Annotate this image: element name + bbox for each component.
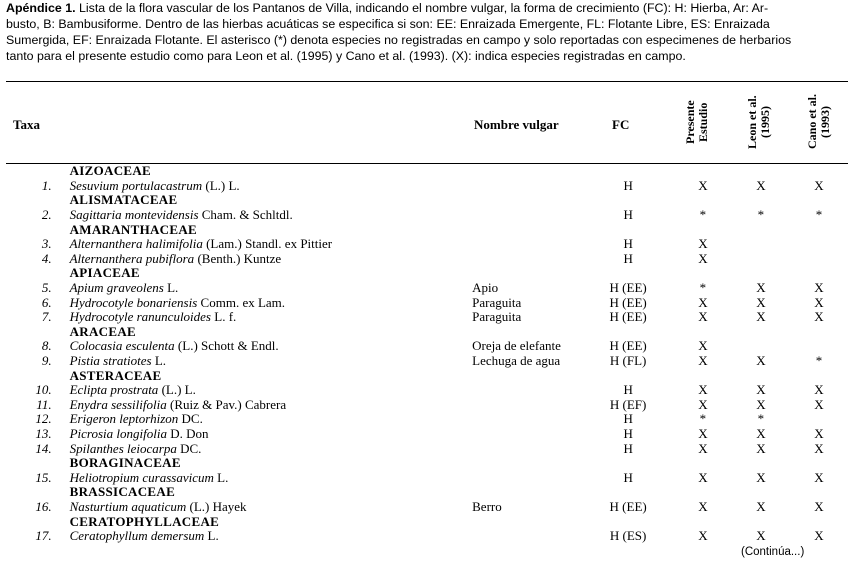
family-row	[6, 266, 848, 281]
presente-estudio-mark: X	[698, 250, 708, 266]
common-name: Berro	[472, 498, 502, 514]
common-name	[472, 398, 582, 413]
species-row	[6, 310, 848, 325]
species-author: (L.) L.	[202, 177, 240, 193]
taxon-cell	[58, 179, 473, 194]
common-name	[472, 412, 582, 427]
leon-mark: X	[756, 528, 766, 544]
species-row	[6, 179, 848, 194]
species-author: (Benth.) Kuntze	[194, 250, 282, 266]
leon-mark: *	[757, 207, 765, 223]
species-author: L. f.	[211, 309, 237, 325]
cano-mark: X	[814, 280, 824, 296]
header-presente-estudio	[684, 86, 710, 158]
species-name: Sesuvium portulacastrum	[69, 177, 203, 193]
row-number-empty	[6, 325, 58, 340]
leon-mark: X	[756, 396, 766, 412]
common-name	[472, 383, 582, 398]
empty-cell	[732, 485, 790, 500]
cano-mark: X	[814, 469, 824, 485]
species-author: (Ruiz & Pav.) Cabrera	[166, 396, 287, 412]
family-row	[6, 164, 848, 179]
growth-form: H	[623, 250, 633, 266]
family-row	[6, 222, 848, 237]
empty-cell	[732, 193, 790, 208]
empty-cell	[582, 222, 674, 237]
species-row	[6, 427, 848, 442]
empty-cell	[790, 164, 848, 179]
taxon-cell	[58, 310, 473, 325]
continued-note: (Continúa...)	[741, 546, 805, 558]
empty-cell	[732, 266, 790, 281]
taxon-cell	[58, 412, 473, 427]
leon-mark: X	[756, 425, 766, 441]
empty-cell	[732, 164, 790, 179]
growth-form: H (EE)	[609, 338, 647, 354]
species-name: Alternanthera pubiflora	[69, 250, 195, 266]
header-leon-line2: (1995)	[758, 106, 772, 138]
empty-cell	[674, 368, 732, 383]
common-name	[472, 179, 582, 194]
taxon-cell	[58, 500, 473, 515]
empty-cell	[732, 456, 790, 471]
growth-form: H (EE)	[609, 280, 647, 296]
empty-cell	[472, 193, 582, 208]
row-number: 17.	[35, 528, 52, 544]
row-number: 9.	[41, 353, 52, 369]
empty-cell	[582, 164, 674, 179]
row-number: 6.	[41, 294, 52, 310]
family-row	[6, 514, 848, 529]
row-number: 7.	[41, 309, 52, 325]
species-author: (L.) Schott & Endl.	[174, 338, 279, 354]
taxon-cell	[58, 281, 473, 296]
presente-estudio-mark: X	[698, 236, 708, 252]
species-row	[6, 441, 848, 456]
cano-mark: *	[815, 207, 823, 223]
empty-cell	[674, 193, 732, 208]
empty-cell	[472, 368, 582, 383]
leon-mark: X	[756, 353, 766, 369]
species-name: Enydra sessilifolia	[69, 396, 167, 412]
common-name	[472, 208, 582, 223]
species-row	[6, 383, 848, 398]
species-row	[6, 398, 848, 413]
species-name: Picrosia longifolia	[69, 425, 167, 441]
species-author: L.	[151, 353, 167, 369]
leon-mark: X	[756, 309, 766, 325]
species-author: Comm. ex Lam.	[197, 294, 286, 310]
cano-mark: X	[814, 528, 824, 544]
row-number: 10.	[35, 382, 52, 398]
empty-cell	[790, 485, 848, 500]
cano-mark: X	[814, 382, 824, 398]
presente-estudio-mark: *	[699, 411, 707, 427]
row-number: 5.	[41, 280, 52, 296]
cano-mark	[790, 339, 848, 354]
species-author: L.	[163, 280, 179, 296]
empty-cell	[472, 485, 582, 500]
taxon-cell	[58, 441, 473, 456]
species-name: Pistia stratiotes	[69, 353, 152, 369]
taxon-cell	[58, 252, 473, 267]
growth-form: H	[623, 207, 633, 223]
caption-line-1: Lista de la flora vascular de los Pantanos de Villa, indicando el nombre vulgar, la forma de crecimiento (FC): H: Hierba, Ar: Ar-	[79, 1, 769, 15]
presente-estudio-mark: X	[698, 528, 708, 544]
common-name: Paraguita	[472, 309, 522, 325]
species-name: Erigeron leptorhizon	[69, 411, 179, 427]
leon-mark: X	[756, 280, 766, 296]
row-number: 16.	[35, 498, 52, 514]
common-name: Lechuga de agua	[472, 353, 561, 369]
common-name	[472, 470, 582, 485]
species-row	[6, 237, 848, 252]
taxon-cell	[58, 470, 473, 485]
leon-mark: X	[756, 177, 766, 193]
caption-line-4: tanto para el presente estudio como para Leon et al. (1995) y Cano et al. (1993). (X): indica especies registradas en campo.	[6, 49, 686, 63]
empty-cell	[674, 485, 732, 500]
species-row	[6, 412, 848, 427]
family-row	[6, 456, 848, 471]
row-number: 1.	[41, 177, 52, 193]
growth-form: H (EE)	[609, 294, 647, 310]
species-name: Spilanthes leiocarpa	[69, 440, 177, 456]
empty-cell	[732, 514, 790, 529]
empty-cell	[790, 266, 848, 281]
empty-cell	[582, 456, 674, 471]
presente-estudio-mark: X	[698, 353, 708, 369]
species-author: L.	[204, 528, 219, 544]
table-caption	[6, 0, 846, 64]
growth-form: H (EE)	[609, 498, 647, 514]
row-number-empty	[6, 222, 58, 237]
common-name	[472, 237, 582, 252]
header-cano	[806, 86, 832, 158]
cano-mark: X	[814, 396, 824, 412]
row-number: 15.	[35, 469, 52, 485]
species-name: Nasturtium aquaticum	[69, 498, 187, 514]
growth-form: H	[623, 440, 633, 456]
species-row	[6, 470, 848, 485]
growth-form: H	[623, 469, 633, 485]
growth-form: H (FL)	[609, 353, 647, 369]
species-row	[6, 529, 848, 544]
leon-mark: *	[757, 411, 765, 427]
empty-cell	[674, 266, 732, 281]
family-name: BORAGINACEAE	[69, 455, 181, 471]
header-presente-line1: Presente	[683, 100, 697, 144]
empty-cell	[472, 266, 582, 281]
empty-cell	[732, 368, 790, 383]
row-number: 12.	[35, 411, 52, 427]
family-name: CERATOPHYLLACEAE	[69, 513, 220, 529]
leon-mark: X	[756, 294, 766, 310]
species-name: Heliotropium curassavicum	[69, 469, 214, 485]
empty-cell	[582, 514, 674, 529]
species-author: (L.) Hayek	[186, 498, 247, 514]
empty-cell	[732, 222, 790, 237]
row-number: 3.	[41, 236, 52, 252]
empty-cell	[674, 456, 732, 471]
growth-form: H	[623, 382, 633, 398]
common-name: Paraguita	[472, 294, 522, 310]
leon-mark: X	[756, 440, 766, 456]
taxon-cell	[58, 398, 473, 413]
header-cano-line1: Cano et al.	[805, 94, 819, 150]
taxon-cell	[58, 295, 473, 310]
family-row	[6, 193, 848, 208]
empty-cell	[790, 456, 848, 471]
growth-form: H	[623, 425, 633, 441]
species-row	[6, 252, 848, 267]
species-author: L.	[213, 469, 229, 485]
cano-mark: *	[815, 353, 823, 369]
presente-estudio-mark: X	[698, 498, 708, 514]
presente-estudio-mark: X	[698, 396, 708, 412]
header-fc: FC	[612, 117, 630, 132]
leon-mark: X	[756, 469, 766, 485]
species-author: (Lam.) Standl. ex Pittier	[202, 236, 333, 252]
empty-cell	[674, 514, 732, 529]
header-vulgar: Nombre vulgar	[474, 117, 559, 132]
caption-label: Apéndice 1.	[6, 1, 76, 15]
row-number-empty	[6, 266, 58, 281]
species-row	[6, 354, 848, 369]
species-author: (L.) L.	[158, 382, 196, 398]
row-number-empty	[6, 164, 58, 179]
taxon-cell	[58, 237, 473, 252]
presente-estudio-mark: X	[698, 338, 708, 354]
taxon-cell	[58, 383, 473, 398]
species-name: Sagittaria montevidensis	[69, 207, 199, 223]
species-name: Ceratophyllum demersum	[69, 528, 205, 544]
species-row	[6, 281, 848, 296]
family-name: ARACEAE	[69, 323, 136, 339]
empty-cell	[582, 368, 674, 383]
family-name: APIACEAE	[69, 265, 140, 281]
empty-cell	[732, 325, 790, 340]
row-number: 2.	[41, 207, 52, 223]
row-number-empty	[6, 456, 58, 471]
empty-cell	[790, 193, 848, 208]
row-number: 11.	[36, 396, 52, 412]
cano-mark: X	[814, 425, 824, 441]
empty-cell	[582, 325, 674, 340]
growth-form: H	[623, 411, 633, 427]
header-leon	[746, 86, 772, 158]
caption-line-2: busto, B: Bambusiforme. Dentro de las hierbas acuáticas se especifica si son: EE: Enraizada Emergente, FL: Flotante Libre, ES: Enraizada	[6, 17, 770, 31]
leon-mark: X	[756, 498, 766, 514]
header-leon-line1: Leon et al.	[745, 95, 759, 149]
empty-cell	[790, 222, 848, 237]
family-row	[6, 325, 848, 340]
empty-cell	[472, 514, 582, 529]
presente-estudio-mark: X	[698, 469, 708, 485]
empty-cell	[674, 222, 732, 237]
species-row	[6, 208, 848, 223]
family-row	[6, 368, 848, 383]
header-presente-line2: Estudio	[696, 102, 710, 142]
empty-cell	[582, 266, 674, 281]
empty-cell	[790, 368, 848, 383]
empty-cell	[582, 193, 674, 208]
cano-mark	[790, 412, 848, 427]
species-author: D. Don	[166, 425, 209, 441]
species-author: DC.	[176, 440, 202, 456]
leon-mark	[732, 339, 790, 354]
presente-estudio-mark: X	[698, 309, 708, 325]
row-number-empty	[6, 193, 58, 208]
family-row	[6, 485, 848, 500]
row-number-empty	[6, 485, 58, 500]
species-name: Eclipta prostrata	[69, 382, 159, 398]
taxon-cell	[58, 339, 473, 354]
cano-mark: X	[814, 309, 824, 325]
empty-cell	[472, 164, 582, 179]
species-name: Apium graveolens	[69, 280, 164, 296]
cano-mark: X	[814, 294, 824, 310]
species-row	[6, 500, 848, 515]
family-name: ALISMATACEAE	[69, 192, 178, 208]
family-name: BRASSICACEAE	[69, 484, 176, 500]
species-name: Hydrocotyle bonariensis	[69, 294, 198, 310]
presente-estudio-mark: X	[698, 440, 708, 456]
row-number: 8.	[41, 338, 52, 354]
presente-estudio-mark: X	[698, 177, 708, 193]
growth-form: H	[623, 177, 633, 193]
cano-mark	[790, 237, 848, 252]
presente-estudio-mark: *	[699, 280, 707, 296]
family-name: AIZOACEAE	[69, 163, 152, 179]
growth-form: H	[623, 236, 633, 252]
cano-mark: X	[814, 498, 824, 514]
row-number-empty	[6, 514, 58, 529]
species-author: DC.	[178, 411, 203, 427]
empty-cell	[582, 485, 674, 500]
cano-mark: X	[814, 440, 824, 456]
common-name	[472, 427, 582, 442]
empty-cell	[472, 325, 582, 340]
flora-table	[6, 164, 848, 543]
common-name: Oreja de elefante	[472, 338, 561, 354]
growth-form: H (EE)	[609, 309, 647, 325]
empty-cell	[674, 164, 732, 179]
family-name: AMARANTHACEAE	[69, 221, 197, 237]
taxon-cell	[58, 427, 473, 442]
leon-mark	[732, 237, 790, 252]
row-number-empty	[6, 368, 58, 383]
growth-form: H (ES)	[609, 528, 647, 544]
species-name: Hydrocotyle ranunculoides	[69, 309, 211, 325]
taxon-cell	[58, 354, 473, 369]
species-row	[6, 339, 848, 354]
common-name: Apio	[472, 280, 499, 296]
common-name	[472, 252, 582, 267]
taxon-cell	[58, 529, 473, 544]
cano-mark: X	[814, 177, 824, 193]
species-author: Cham. & Schltdl.	[198, 207, 293, 223]
flora-table-body	[6, 164, 848, 543]
family-name: ASTERACEAE	[69, 367, 162, 383]
empty-cell	[790, 514, 848, 529]
common-name	[472, 441, 582, 456]
row-number: 4.	[41, 250, 52, 266]
row-number: 14.	[35, 440, 52, 456]
presente-estudio-mark: X	[698, 294, 708, 310]
empty-cell	[674, 325, 732, 340]
cano-mark	[790, 252, 848, 267]
top-rule	[6, 81, 848, 82]
header-cano-line2: (1993)	[818, 106, 832, 138]
empty-cell	[472, 456, 582, 471]
empty-cell	[790, 325, 848, 340]
header-taxa: Taxa	[13, 117, 40, 132]
presente-estudio-mark: *	[699, 207, 707, 223]
row-number: 13.	[35, 425, 52, 441]
empty-cell	[472, 222, 582, 237]
presente-estudio-mark: X	[698, 382, 708, 398]
taxon-cell	[58, 208, 473, 223]
leon-mark: X	[756, 382, 766, 398]
species-row	[6, 295, 848, 310]
growth-form: H (EF)	[609, 396, 647, 412]
presente-estudio-mark: X	[698, 425, 708, 441]
common-name	[472, 529, 582, 544]
leon-mark	[732, 252, 790, 267]
species-name: Colocasia esculenta	[69, 338, 175, 354]
species-name: Alternanthera halimifolia	[69, 236, 203, 252]
caption-line-3: Sumergida, EF: Enraizada Flotante. El asterisco (*) denota especies no registradas en campo y solo reportadas con especimenes de herbarios	[6, 33, 792, 47]
